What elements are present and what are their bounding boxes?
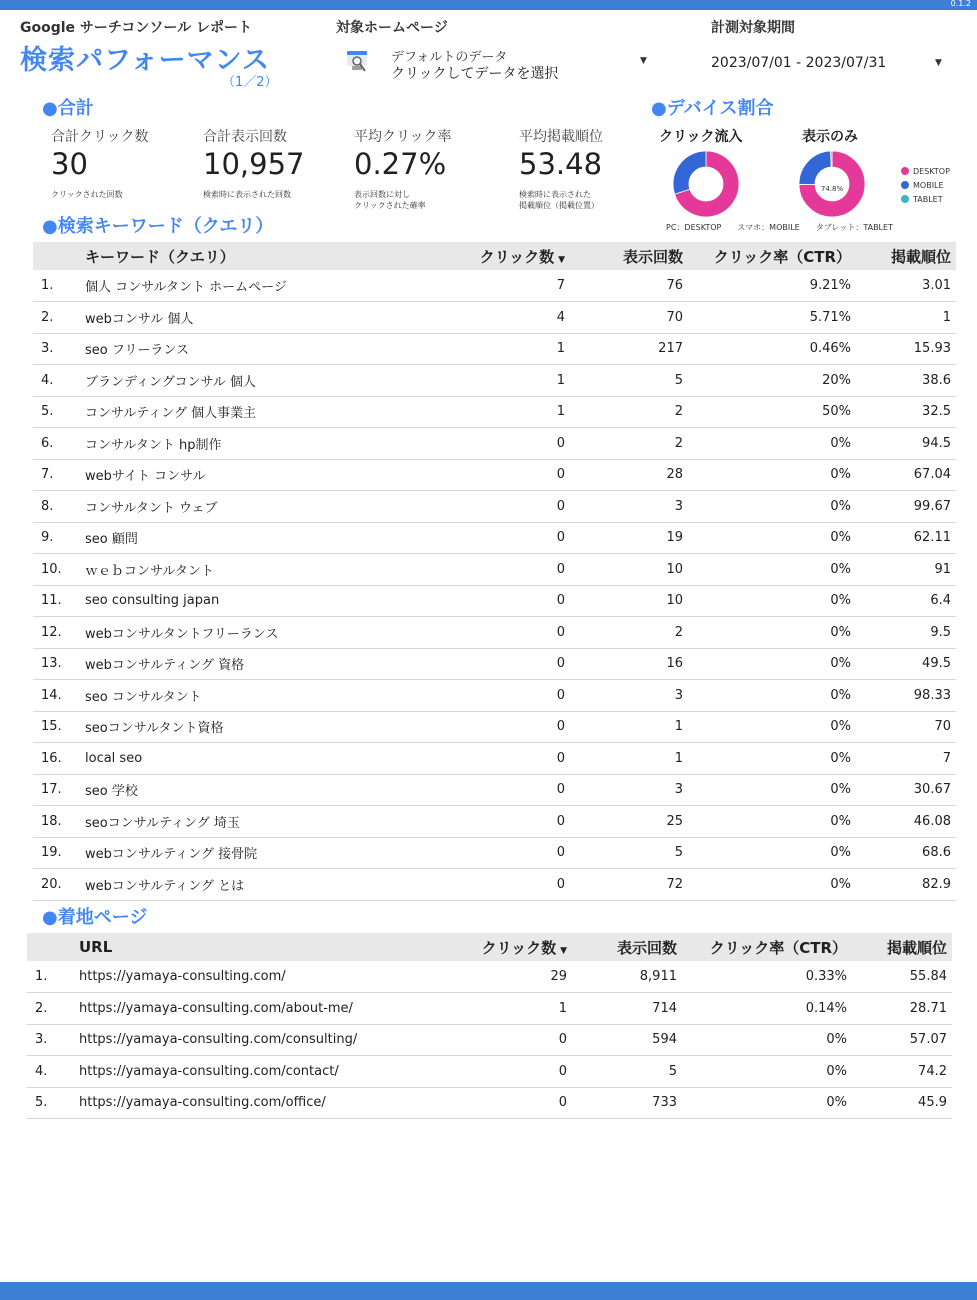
impressions-cell: 5: [570, 365, 688, 397]
legend-dot: [901, 195, 909, 203]
impressions-cell: 2: [570, 428, 688, 460]
impressions-cell: 10: [570, 585, 688, 617]
clicks-cell: 0: [440, 459, 570, 491]
clicks-cell: 4: [440, 302, 570, 334]
device-legend: [901, 164, 950, 206]
kpi-value: 53.48: [519, 147, 603, 181]
table-row[interactable]: [33, 428, 956, 460]
row-index: 19.: [33, 837, 80, 869]
table-row[interactable]: [33, 333, 956, 365]
impressions-cell: 1: [570, 743, 688, 775]
table-row[interactable]: [33, 491, 956, 523]
url-cell: https://yamaya-consulting.com/: [74, 961, 444, 993]
device-note: PC：DESKTOP スマホ：MOBILE タブレット：TABLET: [666, 223, 893, 232]
clicks-cell: 1: [440, 333, 570, 365]
position-cell: 1: [856, 302, 956, 334]
impressions-cell: 2: [570, 617, 688, 649]
clicks-cell: 0: [440, 711, 570, 743]
clicks-cell: 1: [440, 396, 570, 428]
row-index: 12.: [33, 617, 80, 649]
date-range-selector[interactable]: [711, 55, 951, 77]
position-cell: 7: [856, 743, 956, 775]
impressions-cell: 714: [572, 993, 682, 1025]
clicks-cell: 0: [440, 428, 570, 460]
kpi-avg-ctr: [354, 126, 504, 211]
version-label: 0.1.2: [950, 0, 971, 8]
column-header-clicks[interactable]: [444, 933, 572, 961]
row-index: 16.: [33, 743, 80, 775]
row-index: 1.: [33, 270, 80, 302]
keyword-cell: seoコンサルタント資格: [80, 711, 440, 743]
kpi-description: 表示回数に対し クリックされた確率: [354, 190, 426, 210]
column-header-position[interactable]: 掲載順位: [852, 933, 952, 961]
keyword-cell: seo コンサルタント: [80, 680, 440, 712]
kpi-label: 平均クリック率: [354, 129, 452, 145]
table-row[interactable]: [33, 522, 956, 554]
kpi-value: 30: [51, 147, 88, 181]
position-cell: 3.01: [856, 270, 956, 302]
position-cell: 67.04: [856, 459, 956, 491]
homepage-default-text: デフォルトのデータ: [391, 50, 508, 65]
row-index: 13.: [33, 648, 80, 680]
ctr-cell: 0%: [682, 1087, 852, 1119]
column-header-impressions[interactable]: 表示回数: [570, 242, 688, 270]
impressions-cell: 3: [570, 774, 688, 806]
impressions-cell: 5: [570, 837, 688, 869]
position-cell: 15.93: [856, 333, 956, 365]
table-row[interactable]: [33, 648, 956, 680]
kpi-avg-position: [519, 126, 669, 211]
kpi-description: 検索時に表示された 掲載順位（掲載位置）: [519, 190, 599, 210]
keyword-cell: webコンサルタントフリーランス: [80, 617, 440, 649]
impression-chart-title: 表示のみ: [802, 129, 858, 145]
table-row[interactable]: [33, 302, 956, 334]
row-index: 7.: [33, 459, 80, 491]
impressions-cell: 1: [570, 711, 688, 743]
column-header-ctr[interactable]: クリック率（CTR）: [682, 933, 852, 961]
ctr-cell: 0%: [688, 522, 856, 554]
clicks-cell: 0: [440, 648, 570, 680]
ctr-cell: 0.14%: [682, 993, 852, 1025]
ctr-cell: 0%: [688, 680, 856, 712]
clicks-cell: 0: [444, 1056, 572, 1088]
table-header-row: [27, 933, 952, 961]
row-index: 17.: [33, 774, 80, 806]
table-header-row: [33, 242, 956, 270]
impressions-cell: 25: [570, 806, 688, 838]
legend-label: DESKTOP: [913, 166, 950, 176]
keyword-cell: 個人 コンサルタント ホームページ: [80, 270, 440, 302]
dropdown-arrow-icon: ▼: [935, 58, 942, 68]
clicks-cell: 0: [440, 743, 570, 775]
position-cell: 55.84: [852, 961, 952, 993]
keyword-cell: seo フリーランス: [80, 333, 440, 365]
ctr-cell: 0%: [688, 617, 856, 649]
clicks-cell: 29: [444, 961, 572, 993]
kpi-value: 10,957: [203, 147, 305, 181]
table-row[interactable]: [33, 554, 956, 586]
position-cell: 94.5: [856, 428, 956, 460]
ctr-cell: 0%: [688, 869, 856, 901]
keyword-cell: コンサルタント ウェブ: [80, 491, 440, 523]
row-index: 8.: [33, 491, 80, 523]
ctr-cell: 5.71%: [688, 302, 856, 334]
impressions-cell: 594: [572, 1024, 682, 1056]
ctr-cell: 0%: [688, 743, 856, 775]
clicks-cell: 1: [444, 993, 572, 1025]
clicks-cell: 1: [440, 365, 570, 397]
keyword-cell: seo 学校: [80, 774, 440, 806]
devices-heading: ●デバイス割合: [651, 98, 774, 119]
row-index: 18.: [33, 806, 80, 838]
date-range-value: 2023/07/01 - 2023/07/31: [711, 55, 887, 71]
table-row[interactable]: [33, 396, 956, 428]
row-index: 1.: [27, 961, 74, 993]
clicks-cell: 7: [440, 270, 570, 302]
kpi-total-clicks: [51, 126, 201, 200]
table-row[interactable]: [27, 1056, 952, 1088]
position-cell: 28.71: [852, 993, 952, 1025]
table-row[interactable]: [33, 459, 956, 491]
keyword-cell: webコンサルティング 資格: [80, 648, 440, 680]
column-header-ctr[interactable]: クリック率（CTR）: [688, 242, 856, 270]
keyword-cell: seoコンサルティング 埼玉: [80, 806, 440, 838]
position-cell: 57.07: [852, 1024, 952, 1056]
url-cell: https://yamaya-consulting.com/office/: [74, 1087, 444, 1119]
table-row[interactable]: [27, 961, 952, 993]
table-row[interactable]: [33, 270, 956, 302]
position-cell: 82.9: [856, 869, 956, 901]
impressions-cell: 28: [570, 459, 688, 491]
table-row[interactable]: [33, 680, 956, 712]
clicks-cell: 0: [440, 585, 570, 617]
period-label: 計測対象期間: [711, 20, 795, 36]
row-index: 3.: [27, 1024, 74, 1056]
clicks-cell: 0: [440, 491, 570, 523]
row-index: 2.: [27, 993, 74, 1025]
clicks-cell: 0: [440, 554, 570, 586]
legend-item-mobile: [901, 178, 950, 192]
position-cell: 45.9: [852, 1087, 952, 1119]
table-row[interactable]: [33, 837, 956, 869]
row-index: 4.: [27, 1056, 74, 1088]
kpi-total-impressions: [203, 126, 353, 200]
ctr-cell: 20%: [688, 365, 856, 397]
keyword-cell: webコンサルティング とは: [80, 869, 440, 901]
row-index: 3.: [33, 333, 80, 365]
clicks-cell: 0: [440, 869, 570, 901]
impressions-cell: 16: [570, 648, 688, 680]
position-cell: 70: [856, 711, 956, 743]
ctr-cell: 0%: [688, 774, 856, 806]
clicks-cell: 0: [444, 1024, 572, 1056]
table-row[interactable]: [33, 711, 956, 743]
row-index: 15.: [33, 711, 80, 743]
row-index: 20.: [33, 869, 80, 901]
donut-slice-mobile: [799, 151, 831, 184]
sort-desc-icon: ▼: [560, 945, 567, 956]
position-cell: 74.2: [852, 1056, 952, 1088]
impressions-cell: 19: [570, 522, 688, 554]
impressions-cell: 3: [570, 491, 688, 523]
totals-heading: ●合計: [42, 98, 94, 119]
impressions-cell: 5: [572, 1056, 682, 1088]
position-cell: 62.11: [856, 522, 956, 554]
position-cell: 99.67: [856, 491, 956, 523]
kpi-label: 合計表示回数: [203, 129, 287, 145]
ctr-cell: 0%: [682, 1024, 852, 1056]
column-header-impressions[interactable]: 表示回数: [572, 933, 682, 961]
table-row[interactable]: [33, 585, 956, 617]
ctr-cell: 9.21%: [688, 270, 856, 302]
dropdown-arrow-icon: ▼: [640, 56, 647, 66]
bottom-bar: [0, 1282, 977, 1300]
legend-dot: [901, 167, 909, 175]
impressions-cell: 72: [570, 869, 688, 901]
impressions-cell: 2: [570, 396, 688, 428]
row-index: 11.: [33, 585, 80, 617]
clicks-cell: 0: [444, 1087, 572, 1119]
page-title: 検索パフォーマンス: [20, 45, 270, 76]
column-header-label: クリック数: [481, 938, 557, 957]
legend-label: TABLET: [913, 194, 943, 204]
ctr-cell: 0%: [688, 806, 856, 838]
impressions-cell: 10: [570, 554, 688, 586]
ctr-cell: 0%: [682, 1056, 852, 1088]
table-row[interactable]: [33, 617, 956, 649]
ctr-cell: 0%: [688, 554, 856, 586]
ctr-cell: 0%: [688, 585, 856, 617]
url-cell: https://yamaya-consulting.com/consulting/: [74, 1024, 444, 1056]
impression-desktop-percent: 74.8%: [820, 185, 844, 193]
position-cell: 68.6: [856, 837, 956, 869]
click-device-donut-chart: [672, 150, 740, 218]
position-cell: 9.5: [856, 617, 956, 649]
impressions-cell: 70: [570, 302, 688, 334]
position-cell: 6.4: [856, 585, 956, 617]
keyword-cell: ブランディングコンサル 個人: [80, 365, 440, 397]
column-header-url[interactable]: URL: [74, 933, 444, 961]
position-cell: 32.5: [856, 396, 956, 428]
click-chart-title: クリック流入: [659, 129, 743, 145]
column-header-clicks[interactable]: [440, 242, 570, 270]
url-cell: https://yamaya-consulting.com/about-me/: [74, 993, 444, 1025]
ctr-cell: 0%: [688, 711, 856, 743]
donut-slice-mobile: [673, 151, 706, 194]
kpi-value: 0.27%: [354, 147, 447, 181]
impressions-cell: 8,911: [572, 961, 682, 993]
page-number: （1／2）: [222, 75, 278, 90]
table-row[interactable]: [33, 806, 956, 838]
row-index: 5.: [27, 1087, 74, 1119]
clicks-cell: 0: [440, 680, 570, 712]
ctr-cell: 0%: [688, 491, 856, 523]
landing-page-table: [27, 933, 952, 1119]
row-index: 10.: [33, 554, 80, 586]
keyword-cell: seo consulting japan: [80, 585, 440, 617]
kpi-description: 検索時に表示された回数: [203, 190, 291, 199]
impressions-cell: 217: [570, 333, 688, 365]
impressions-cell: 3: [570, 680, 688, 712]
keyword-cell: local seo: [80, 743, 440, 775]
kpi-label: 平均掲載順位: [519, 129, 603, 145]
row-index: 2.: [33, 302, 80, 334]
table-row[interactable]: [33, 774, 956, 806]
ctr-cell: 0.33%: [682, 961, 852, 993]
search-console-icon: [346, 50, 368, 74]
table-row[interactable]: [27, 1024, 952, 1056]
keyword-table: [33, 242, 956, 901]
table-row[interactable]: [33, 869, 956, 901]
keyword-cell: webサイト コンサル: [80, 459, 440, 491]
kpi-label: 合計クリック数: [51, 129, 149, 145]
table-row[interactable]: [27, 1087, 952, 1119]
clicks-cell: 0: [440, 837, 570, 869]
url-cell: https://yamaya-consulting.com/contact/: [74, 1056, 444, 1088]
impressions-cell: 76: [570, 270, 688, 302]
ctr-cell: 0.46%: [688, 333, 856, 365]
column-header-keyword[interactable]: キーワード（クエリ）: [80, 242, 440, 270]
top-bar: [0, 0, 977, 10]
position-cell: 46.08: [856, 806, 956, 838]
row-index: 6.: [33, 428, 80, 460]
clicks-cell: 0: [440, 522, 570, 554]
row-index: 5.: [33, 396, 80, 428]
position-cell: 30.67: [856, 774, 956, 806]
donut-slice-tablet: [831, 151, 832, 167]
row-index: 14.: [33, 680, 80, 712]
clicks-cell: 0: [440, 806, 570, 838]
sort-desc-icon: ▼: [558, 254, 565, 265]
table-row[interactable]: [33, 743, 956, 775]
clicks-cell: 0: [440, 774, 570, 806]
legend-dot: [901, 181, 909, 189]
ctr-cell: 0%: [688, 459, 856, 491]
ctr-cell: 0%: [688, 837, 856, 869]
keywords-heading: ●検索キーワード（クエリ）: [42, 216, 274, 237]
ctr-cell: 50%: [688, 396, 856, 428]
position-cell: 49.5: [856, 648, 956, 680]
column-header-position[interactable]: 掲載順位: [856, 242, 956, 270]
position-cell: 91: [856, 554, 956, 586]
keyword-cell: コンサルタント hp制作: [80, 428, 440, 460]
legend-item-tablet: [901, 192, 950, 206]
keyword-cell: webコンサルティング 接骨院: [80, 837, 440, 869]
legend-item-desktop: [901, 164, 950, 178]
position-cell: 98.33: [856, 680, 956, 712]
impressions-cell: 733: [572, 1087, 682, 1119]
table-row[interactable]: [27, 993, 952, 1025]
column-header-label: クリック数: [479, 247, 555, 266]
clicks-cell: 0: [440, 617, 570, 649]
ctr-cell: 0%: [688, 648, 856, 680]
column-header-index: [33, 242, 80, 270]
legend-label: MOBILE: [913, 180, 944, 190]
homepage-select-text: クリックしてデータを選択: [391, 66, 559, 82]
report-label: Google サーチコンソール レポート: [20, 20, 252, 36]
kpi-description: クリックされた回数: [51, 190, 123, 199]
keyword-cell: webコンサル 個人: [80, 302, 440, 334]
impression-device-donut-chart: [798, 150, 866, 218]
keyword-cell: コンサルティング 個人事業主: [80, 396, 440, 428]
homepage-label: 対象ホームページ: [336, 20, 448, 36]
keyword-cell: seo 顧問: [80, 522, 440, 554]
row-index: 9.: [33, 522, 80, 554]
ctr-cell: 0%: [688, 428, 856, 460]
row-index: 4.: [33, 365, 80, 397]
table-row[interactable]: [33, 365, 956, 397]
column-header-index: [27, 933, 74, 961]
landing-heading: ●着地ページ: [42, 907, 148, 928]
homepage-data-selector[interactable]: [340, 44, 655, 82]
position-cell: 38.6: [856, 365, 956, 397]
keyword-cell: ｗｅｂコンサルタント: [80, 554, 440, 586]
